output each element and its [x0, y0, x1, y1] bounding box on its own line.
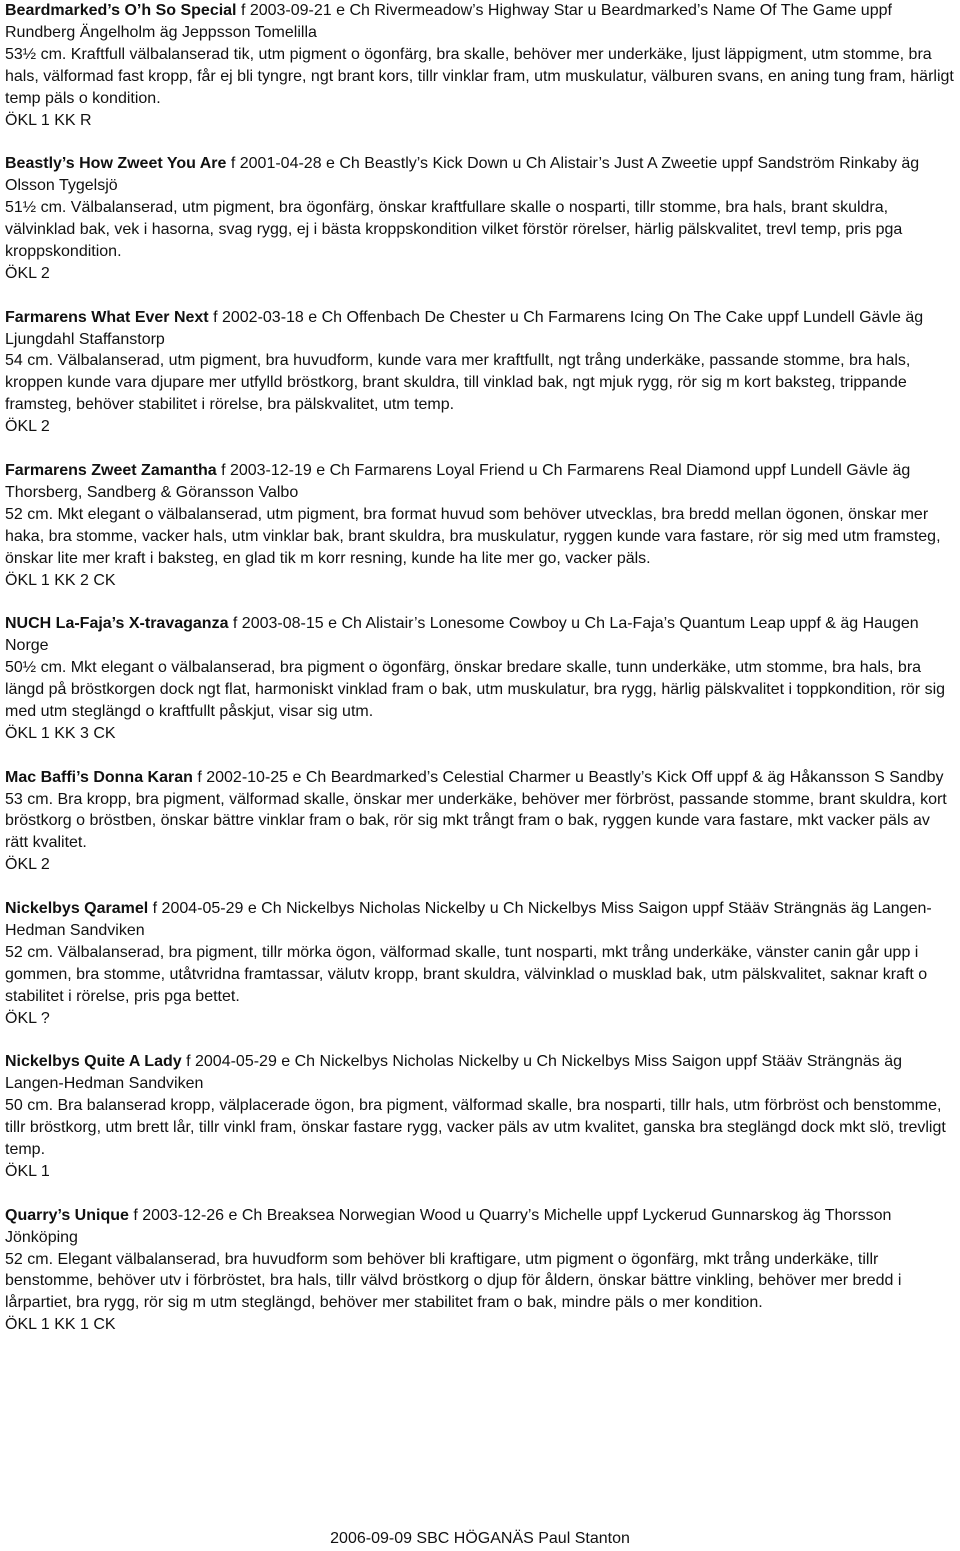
entry-heading — [5, 898, 957, 942]
dog-details: f 2003-12-26 e Ch Breaksea Norwegian Wood u Quarry’s Michelle uppf Lyckerud Gunnarskog äg Thorsson Jönköping — [5, 1206, 892, 1246]
entry-heading — [5, 307, 957, 351]
dog-entry — [5, 767, 957, 877]
critique-text: 52 cm. Välbalanserad, bra pigment, tillr mörka ögon, välformad skalle, tunt nosparti, mkt trång underkäke, vänster canin går upp i gommen, bra stomme, utåtvridna framtassar, välutv kropp, brant skuldra, välvinklad o musklad bak, utm pälskvalitet, saknar kraft o stabilitet i rörelse, pris pga bettet. — [5, 943, 928, 1005]
critique-text: 51½ cm. Välbalanserad, utm pigment, bra ögonfärg, önskar kraftfullare skalle o nosparti, tillr stomme, bra hals, brant skuldra, välvinklad bak, vek i hasorna, svag rygg, ej i bästa kroppskondition vilket förstör rörelser, härlig pälskvalitet, trevl temp, pris pga kroppskondition. — [5, 199, 903, 260]
dog-entry — [5, 1205, 957, 1336]
dog-entry — [5, 1051, 957, 1182]
dog-details: f 2002-03-18 e Ch Offenbach De Chester u Ch Farmarens Icing On The Cake uppf Lundell Gävle äg Ljungdahl Staffanstorp — [5, 308, 924, 348]
dog-name: Beastly’s How Zweet You Are — [5, 155, 227, 173]
award-grade: ÖKL 1 KK R — [5, 111, 92, 129]
dog-name: Farmarens Zweet Zamantha — [5, 461, 217, 479]
dog-details: f 2003-08-15 e Ch Alistair’s Lonesome Cowboy u Ch La-Faja’s Quantum Leap uppf & äg Haugen Norge — [5, 615, 919, 655]
critique-text: 52 cm. Mkt elegant o välbalanserad, utm pigment, bra format huvud som behöver utvecklas, bra bredd mellan ögonen, önskar mer haka, bra stomme, vacker hals, utm vinklar bak, brant skuldra, bra muskulatur, ryggen kunde vara fastare, rör sig med utm framsteg, önskar lite mer kraft i baksteg, en glad tik m korr resning, kunde ha lite mer go, vacker päls. — [5, 505, 941, 567]
entry-heading — [5, 613, 957, 657]
dog-entry — [5, 613, 957, 744]
award-grade: ÖKL 2 — [5, 418, 50, 436]
dog-name: Nickelbys Quite A Lady — [5, 1053, 182, 1071]
dog-name: Nickelbys Qaramel — [5, 900, 149, 918]
dog-details: f 2002-10-25 e Ch Beardmarked’s Celestial Charmer u Beastly’s Kick Off uppf & äg Håkansson S Sandby — [192, 768, 944, 786]
dog-name: Mac Baffi’s Donna Karan — [5, 768, 193, 786]
dog-details: f 2003-09-21 e Ch Rivermeadow’s Highway Star u Beardmarked’s Name Of The Game uppf Rundberg Ängelholm äg Jeppsson Tomelilla — [5, 2, 892, 41]
entry-heading — [5, 1205, 957, 1249]
dog-name: Farmarens What Ever Next — [5, 308, 209, 326]
critique-text: 54 cm. Välbalanserad, utm pigment, bra huvudform, kunde vara mer kraftfullt, ngt trång underkäke, passande stomme, bra hals, kroppen kunde vara djupare mer utfylld bröstkorg, brant skuldra, till vinklad bak, ngt mjuk rygg, rör sig m kort baksteg, trippande framsteg, behöver stabilitet i rörelse, bra pälskvalitet, utm temp. — [5, 352, 911, 414]
entry-heading — [5, 1051, 957, 1095]
entry-heading — [5, 153, 957, 197]
award-grade: ÖKL ? — [5, 1009, 50, 1027]
dog-entry — [5, 153, 957, 284]
award-grade: ÖKL 2 — [5, 856, 50, 874]
critique-text: 53½ cm. Kraftfull välbalanserad tik, utm pigment o ögonfärg, bra skalle, behöver mer underkäke, ljust läppigment, utm stomme, bra hals, välformad fast kropp, får ej bli tyngre, ngt brant kors, tillr vinklar fram, utm muskulatur, välburen svans, en aning tung fram, härligt temp päls o kondition. — [5, 45, 954, 107]
award-grade: ÖKL 1 — [5, 1162, 50, 1180]
dog-entry — [5, 0, 957, 131]
award-grade: ÖKL 1 KK 3 CK — [5, 724, 116, 742]
critique-text: 53 cm. Bra kropp, bra pigment, välformad skalle, önskar mer underkäke, behöver mer förbröst, passande stomme, brant skuldra, kort bröstkorg o bröstben, önskar bättre vinklar fram o bak, rör sig mkt trångt fram o bak, ryggen kunde vara fastare, mkt vacker päls av rätt kvalitet. — [5, 790, 947, 852]
dog-entry — [5, 898, 957, 1029]
critique-text: 52 cm. Elegant välbalanserad, bra huvudform som behöver bli kraftigare, utm pigment o ögonfärg, mkt trång underkäke, tillr benstomme, behöver utv i förbröstet, bra hals, tillr välvd bröstkorg o djup för åldern, önskar bättre vinkling, behöver mer bredd i lårpartiet, bra rygg, rör sig m utm steglängd, behöver mer stabilitet fram o bak, mindre päls o mer kondition. — [5, 1250, 902, 1312]
dog-name: Quarry’s Unique — [5, 1206, 129, 1224]
dog-details: f 2004-05-29 e Ch Nickelbys Nicholas Nickelby u Ch Nickelbys Miss Saigon uppf Stääv Strängnäs äg Langen-Hedman Sandviken — [5, 900, 932, 939]
award-grade: ÖKL 1 KK 2 CK — [5, 571, 116, 589]
award-grade: ÖKL 2 — [5, 264, 50, 282]
dog-details: f 2003-12-19 e Ch Farmarens Loyal Friend u Ch Farmarens Real Diamond uppf Lundell Gävle äg Thorsberg, Sandberg & Göransson Valbo — [5, 461, 911, 501]
dog-name: Beardmarked’s O’h So Special — [5, 2, 237, 19]
dog-name: NUCH La-Faja’s X-travaganza — [5, 615, 229, 633]
page-footer: 2006-09-09 SBC HÖGANÄS Paul Stanton — [330, 1530, 630, 1547]
critique-text: 50½ cm. Mkt elegant o välbalanserad, bra pigment o ögonfärg, önskar bredare skalle, tunn underkäke, utm stomme, bra hals, bra längd på bröstkorgen dock ngt flat, harmoniskt vinklad fram o bak, utm muskulatur, bra rygg, härlig pälskvalitet i toppkondition, rör sig med utm steglängd o kraftfullt påskjut, visar sig utm. — [5, 659, 946, 720]
dog-details: f 2004-05-29 e Ch Nickelbys Nicholas Nickelby u Ch Nickelbys Miss Saigon uppf Stääv Strängnäs äg Langen-Hedman Sandviken — [5, 1053, 903, 1093]
award-grade: ÖKL 1 KK 1 CK — [5, 1316, 116, 1334]
dog-entry — [5, 460, 957, 591]
dog-details: f 2001-04-28 e Ch Beastly’s Kick Down u Ch Alistair’s Just A Zweetie uppf Sandström Rinkaby äg Olsson Tygelsjö — [5, 155, 920, 195]
critique-text: 50 cm. Bra balanserad kropp, välplacerade ögon, bra pigment, välformad skalle, bra nosparti, tillr hals, utm förbröst och benstomme, tillr bröstkorg, utm brett lår, tillr vinkl fram, önskar fastare rygg, vacker päls av utm kvalitet, ganska bra steglängd dock mkt slö, trevligt temp. — [5, 1097, 946, 1159]
document-page — [5, 0, 957, 1358]
dog-entry — [5, 307, 957, 438]
entry-heading — [5, 460, 957, 504]
entry-heading — [5, 0, 957, 44]
entry-heading — [5, 767, 957, 789]
